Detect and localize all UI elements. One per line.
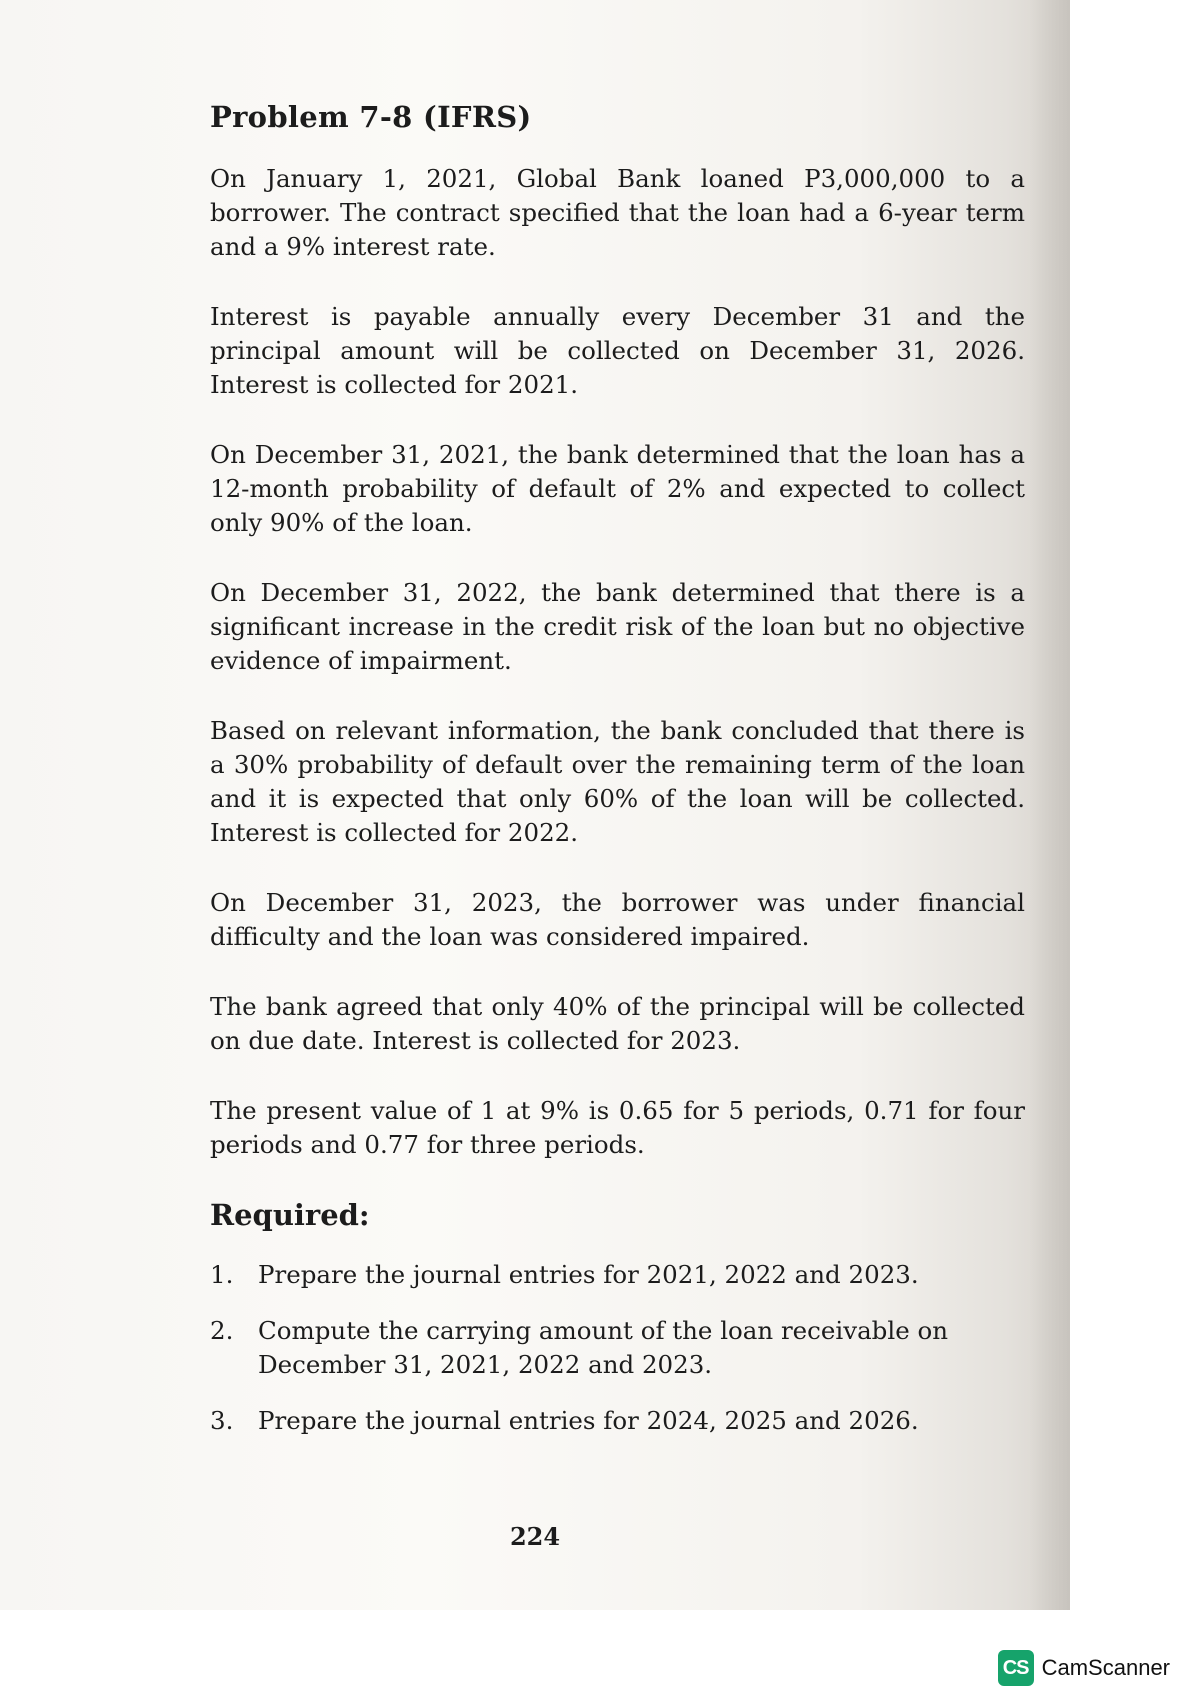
camscanner-label: CamScanner: [1041, 1655, 1170, 1680]
problem-title: Problem 7-8 (IFRS): [210, 100, 532, 134]
paragraph-loan-terms: On January 1, 2021, Global Bank loaned P3,000,000 to a borrower. The contract specified that the loan had a 6-year term and a 9% interest rate.: [210, 164, 1025, 261]
camscanner-watermark: [998, 1650, 1170, 1686]
list-item-text: Prepare the journal entries for 2024, 2025 and 2026.: [258, 1406, 919, 1435]
paper-edge-shadow: [1030, 0, 1070, 1610]
list-item: [210, 1258, 1025, 1292]
paragraph-default-probability: Based on relevant information, the bank concluded that there is a 30% probability of default over the remaining term of the loan and it is expected that only 60% of the loan will be collected. Interest is collected for 2022.: [210, 716, 1025, 847]
list-item-text: Prepare the journal entries for 2021, 2022 and 2023.: [258, 1260, 919, 1289]
list-item: [210, 1314, 1025, 1382]
paragraph-2021-assessment: On December 31, 2021, the bank determined that the loan has a 12-month probability of default of 2% and expected to collect only 90% of the loan.: [210, 440, 1025, 537]
requirements-list: [210, 1258, 1025, 1438]
page-number: 224: [509, 1522, 561, 1551]
paragraph-interest-terms: Interest is payable annually every December 31 and the principal amount will be collected on December 31, 2026. Interest is collected for 2021.: [210, 302, 1025, 399]
paragraph-principal-agreement: The bank agreed that only 40% of the principal will be collected on due date. Interest is collected for 2023.: [210, 992, 1025, 1055]
required-heading: Required:: [210, 1198, 370, 1232]
paragraph-2023-impairment: On December 31, 2023, the borrower was under financial difficulty and the loan was considered impaired.: [210, 888, 1025, 951]
list-item-number: 2.: [210, 1316, 234, 1345]
document-body: [210, 100, 1025, 1460]
list-item-number: 1.: [210, 1260, 234, 1289]
paragraph-present-value: The present value of 1 at 9% is 0.65 for 5 periods, 0.71 for four periods and 0.77 for three periods.: [210, 1096, 1025, 1159]
list-item: [210, 1404, 1025, 1438]
list-item-number: 3.: [210, 1406, 234, 1435]
camscanner-logo-icon: CS: [998, 1650, 1034, 1686]
list-item-text: Compute the carrying amount of the loan receivable on December 31, 2021, 2022 and 2023.: [258, 1316, 949, 1379]
paragraph-2022-assessment: On December 31, 2022, the bank determined that there is a significant increase in the credit risk of the loan but no objective evidence of impairment.: [210, 578, 1025, 675]
